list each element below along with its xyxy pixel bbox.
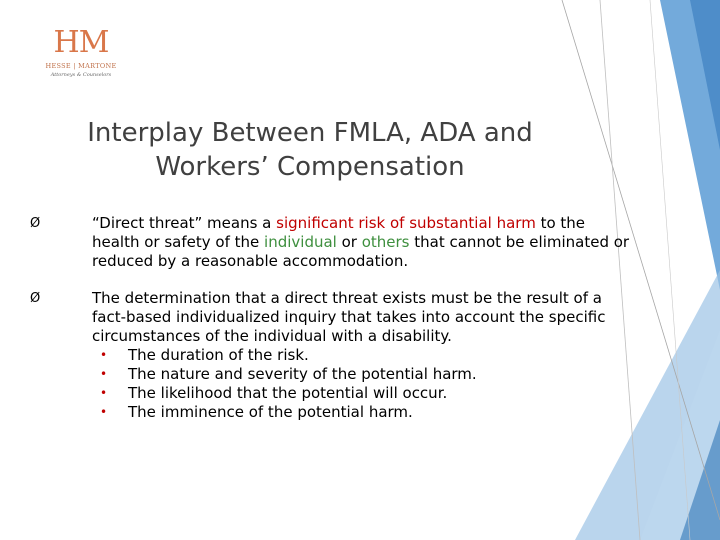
list-item	[92, 403, 630, 422]
arrow-bullet-icon: Ø	[30, 291, 41, 306]
list-item-text: The imminence of the potential harm.	[128, 403, 413, 421]
title-line-2: Workers’ Compensation	[155, 152, 465, 182]
dot-bullet-icon: •	[100, 386, 108, 400]
dot-bullet-icon: •	[100, 367, 108, 381]
list-item	[92, 346, 630, 365]
list-item-text: The duration of the risk.	[128, 346, 309, 364]
logo-mark: HM	[53, 25, 109, 60]
list-item-text: The likelihood that the potential will occur.	[128, 384, 448, 402]
bullet-text: The determination that a direct threat exists must be the result of a fact-based individualized inquiry that takes into account the specific circumstances of the individual with a disability.	[92, 289, 606, 345]
highlight-others: others	[361, 233, 410, 251]
text-segment: “Direct threat” means a	[92, 214, 277, 232]
text-segment: to the health or safety of the	[92, 214, 586, 251]
dot-bullet-icon: •	[100, 405, 108, 419]
slide-body	[30, 214, 630, 422]
highlight-individual: individual	[264, 233, 337, 251]
bullet-determination	[30, 289, 630, 422]
list-item	[92, 365, 630, 384]
list-item	[92, 384, 630, 403]
text-segment: that cannot be eliminated or reduced by a reasonable accommodation.	[92, 233, 630, 270]
arrow-bullet-icon: Ø	[30, 216, 41, 231]
dot-bullet-icon: •	[100, 348, 108, 362]
list-item-text: The nature and severity of the potential harm.	[128, 365, 477, 383]
slide-title	[40, 116, 580, 184]
bullet-direct-threat	[30, 214, 630, 271]
sub-bullet-list	[92, 346, 630, 422]
company-logo	[36, 25, 126, 78]
logo-tagline: Attorneys & Counselors	[50, 72, 112, 78]
text-segment: or	[336, 233, 362, 251]
title-line-1: Interplay Between FMLA, ADA and	[87, 118, 533, 148]
highlight-significant-risk: significant risk of substantial harm	[276, 214, 536, 232]
logo-firm-name: HESSE | MARTONE	[45, 62, 117, 70]
